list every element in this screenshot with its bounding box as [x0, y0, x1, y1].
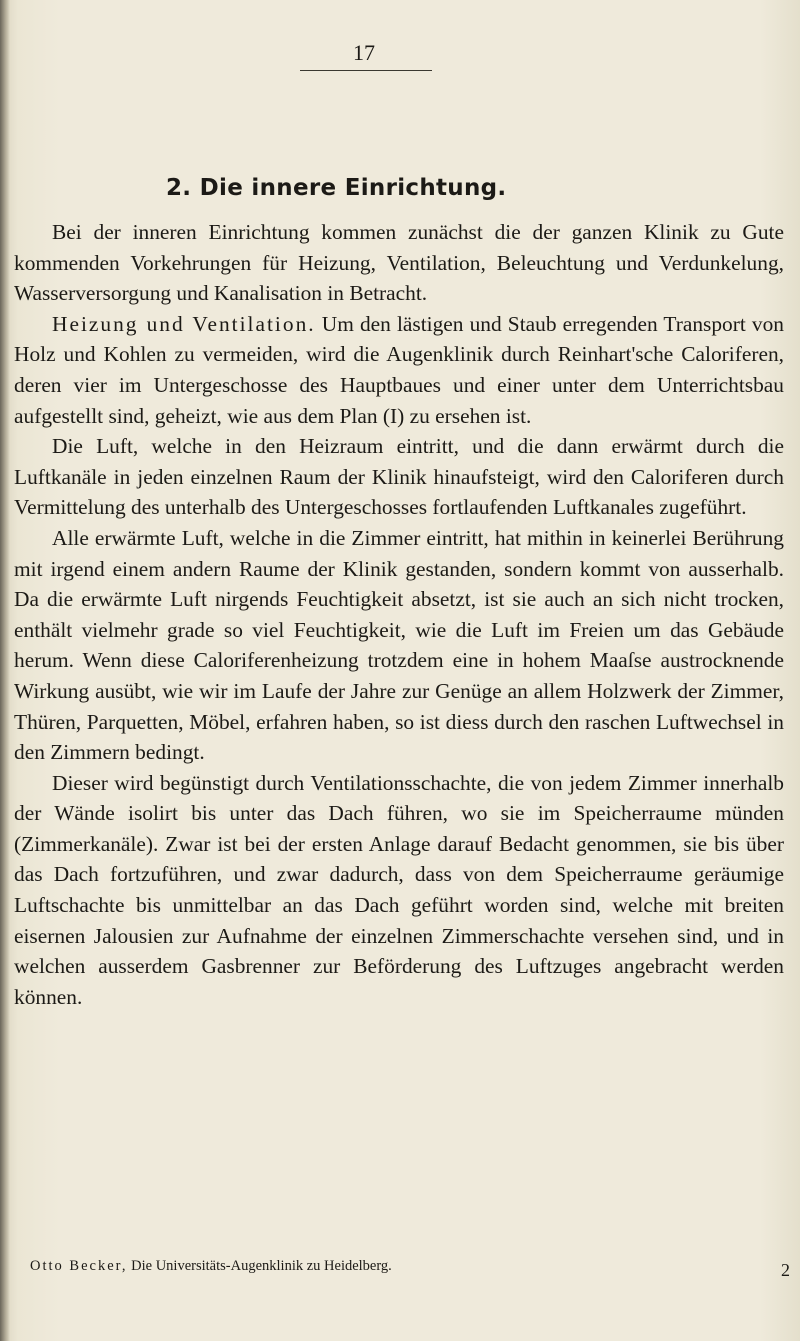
paragraph-air: [14, 431, 784, 523]
page-edge: [0, 0, 10, 1341]
warm-air-text: Alle erwärmte Luft, welche in die Zimmer eintritt, hat mithin in keinerlei Berührung mit irgend einem andern Raume der Klinik gestanden, sondern kommt von ausserhalb. Da die erwärmte Luft nirgends Feuchtigkeit absetzt, ist sie auch an sich nicht trocken, enthält vielmehr grade so viel Feuchtigkeit, wie die Luft im Freien um das Gebäude herum. Wenn diese Caloriferenheizung trotzdem eine in hohem Maaſse austrocknende Wirkung ausübt, wie wir im Laufe der Jahre zur Genüge an allem Holzwerk der Zimmer, Thüren, Parquetten, Möbel, erfahren haben, so ist diess durch den raschen Luftwechsel in den Zimmern bedingt.: [14, 525, 784, 765]
section-heading: 2. Die innere Einrichtung.: [166, 175, 507, 201]
heating-text: Um den lästigen und Staub erregenden Transport von Holz und Kohlen zu vermeiden, wird die Augenklinik durch Reinhart'sche Caloriferen, deren vier im Untergeschosse des Hauptbaues und einer unter dem Unterrichtsbau aufgestellt sind, geheizt, wie aus dem Plan (I) zu ersehen ist.: [14, 311, 785, 428]
signature-mark: 2: [781, 1260, 790, 1280]
air-text: Die Luft, welche in den Heizraum eintritt, und die dann erwärmt durch die Luftkanäle in jeden einzelnen Raum der Klinik hinaufsteigt, wird den Caloriferen durch Vermittelung des unterhalb des Untergeschosses fortlaufenden Luftkanales zugeführt.: [14, 434, 784, 520]
paragraph-ventilation: [14, 768, 784, 1013]
paragraph-heating: [14, 309, 784, 431]
ventilation-text: Dieser wird begünstigt durch Ventilationsschachte, die von jedem Zimmer innerhalb der Wände isolirt bis unter das Dach führen, wo sie im Speicherraume münden (Zimmerkanäle). Zwar ist bei der ersten Anlage darauf Bedacht genommen, sie bis über das Dach fortzuführen, und zwar dadurch, dass von dem Speicherraume geräumige Luftschachte bis unmittelbar an das Dach geführt worden sind, welche mit breiten eisernen Jalousien zur Aufnahme der einzelnen Zimmerschachte versehen sind, und in welchen ausserdem Gasbrenner zur Beförderung des Luftzuges angebracht werden können.: [14, 770, 784, 1009]
paragraph-intro: [14, 217, 784, 309]
footer-author: Otto Becker,: [30, 1258, 128, 1274]
header-rule: [300, 70, 432, 71]
page-number: 17: [353, 40, 375, 65]
body-text: [14, 217, 784, 1012]
footer: [30, 1258, 790, 1280]
subsection-title: Heizung und Ventilation.: [52, 311, 316, 336]
intro-text: Bei der inneren Einrichtung kommen zunächst die der ganzen Klinik zu Gute kommenden Vorkehrungen für Heizung, Ventilation, Beleuchtung und Verdunkelung, Wasserversorgung und Kanalisation in Betracht.: [14, 220, 784, 306]
paragraph-warm-air: [14, 523, 784, 768]
footer-title: Die Universitäts-Augenklinik zu Heidelberg.: [131, 1258, 392, 1274]
